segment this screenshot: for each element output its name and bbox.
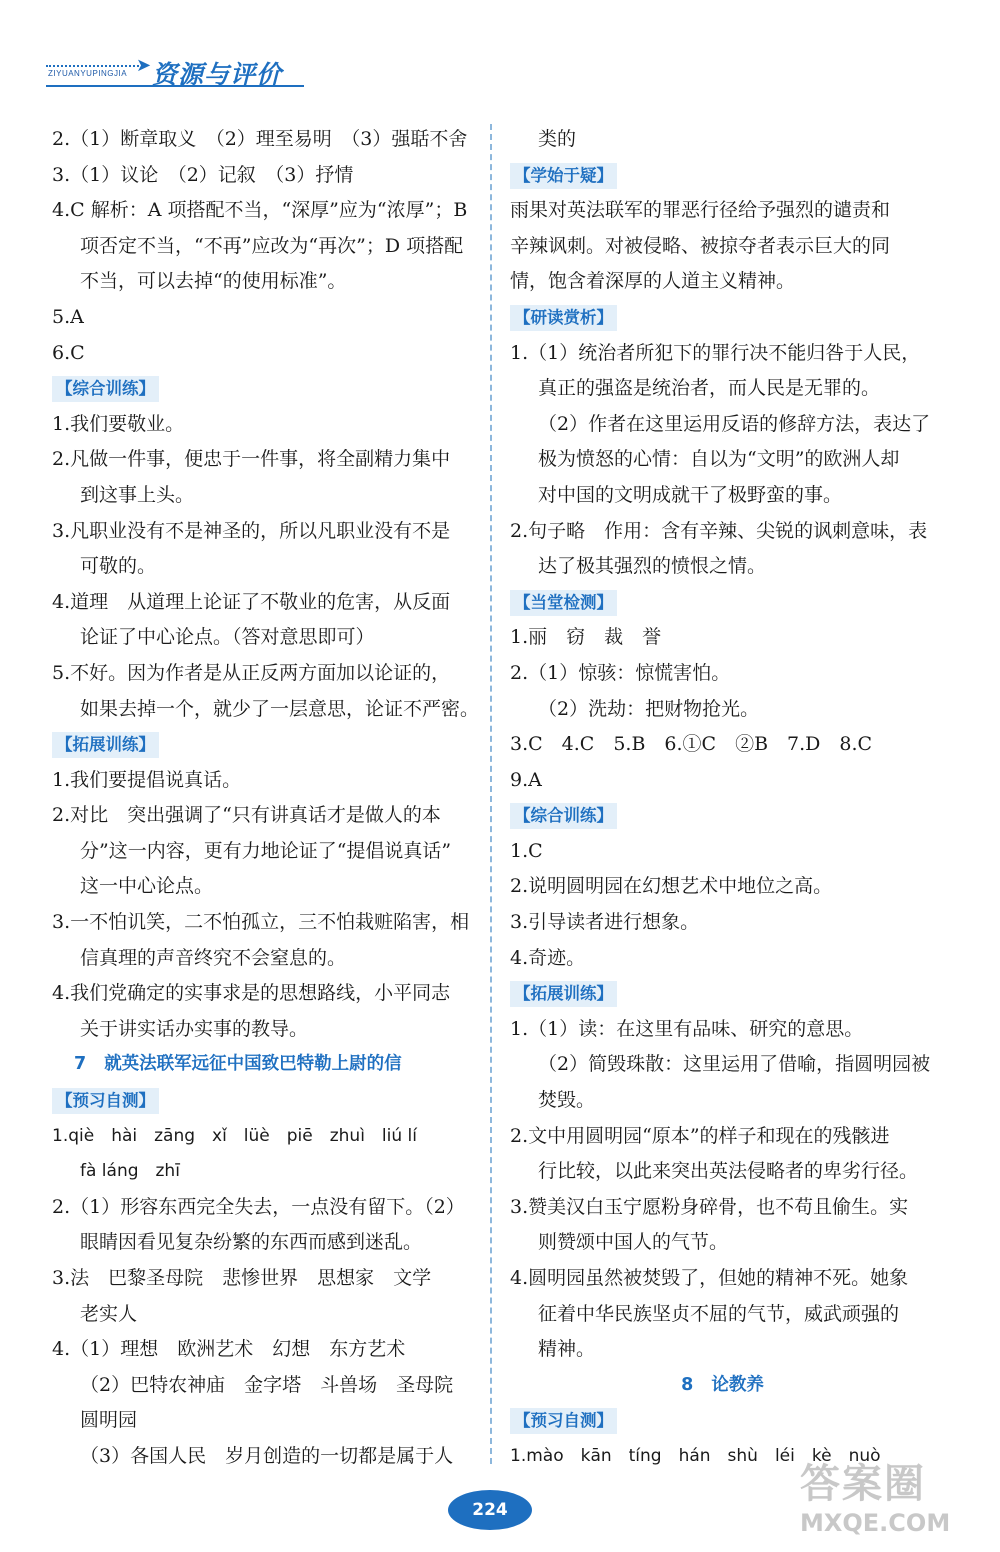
- section-heading-line: [52, 727, 477, 763]
- answer-line: （2）巴特农神庙 金字塔 斗兽场 圣母院: [80, 1373, 454, 1396]
- answer-line: 5.A: [52, 305, 84, 328]
- answer-line: 3.一不怕讥笑，二不怕孤立，三不怕栽赃陷害，相: [52, 911, 470, 934]
- answer-line: 4.道理 从道理上论证了不敬业的危害，从反面: [52, 590, 451, 613]
- section-heading: 【当堂检测】: [510, 590, 617, 616]
- section-heading: 【拓展训练】: [52, 732, 159, 758]
- answer-line: 如果去掉一个，就少了一层意思，论证不严密。: [80, 697, 480, 720]
- answer-line: 眼睛因看见复杂纷繁的东西而感到迷乱。: [80, 1231, 423, 1254]
- answer-line: 对中国的文明成就干了极野蛮的事。: [538, 483, 843, 506]
- section-heading-line: [52, 1083, 477, 1119]
- lesson-title-text: 论教养: [711, 1374, 764, 1395]
- answer-line: 4.我们党确定的实事求是的思想路线，小平同志: [52, 982, 451, 1005]
- section-heading: 【预习自测】: [510, 1408, 617, 1434]
- book-header: [40, 55, 305, 97]
- header-latin: ZIYUANYUPINGJIA: [48, 69, 128, 78]
- answer-line: 精神。: [538, 1338, 596, 1361]
- watermark-text: 答案圈: [800, 1461, 926, 1507]
- answer-line: （3）各国人民 岁月创造的一切都是属于人: [80, 1444, 454, 1467]
- lesson-title-text: 就英法联军远征中国致巴特勒上尉的信: [104, 1054, 402, 1075]
- answer-line: 这一中心论点。: [80, 875, 214, 898]
- answer-line: 论证了中心论点。（答对意思即可）: [80, 626, 375, 649]
- answer-line: 2.（1）断章取义 （2）理至易明 （3）强聒不舍: [52, 128, 468, 150]
- answer-line: 4.C 解析：A 项搭配不当，“深厚”应为“浓厚”；B: [52, 199, 468, 222]
- answer-line: 1.我们要敬业。: [52, 412, 185, 435]
- lesson-number: 7: [74, 1054, 87, 1075]
- answer-line: 2.（1）惊骇：惊慌害怕。: [510, 661, 731, 684]
- section-heading: 【综合训练】: [510, 803, 617, 829]
- answer-line: 2.对比 突出强调了“只有讲真话才是做人的本: [52, 804, 441, 827]
- right-column: [510, 122, 935, 1475]
- answer-line: 1.丽 窃 裁 誉: [510, 626, 662, 649]
- answer-line: 5.不好。因为作者是从正反两方面加以论证的，: [52, 661, 451, 684]
- section-heading: 【学始于疑】: [510, 163, 617, 189]
- answer-line: 行比较，以此来突出英法侵略者的卑劣行径。: [538, 1160, 919, 1183]
- section-heading: 【综合训练】: [52, 376, 159, 402]
- section-heading: 【拓展训练】: [510, 981, 617, 1007]
- answer-line: 2.句子略 作用：含有辛辣、尖锐的讽刺意味，表: [510, 519, 928, 542]
- answer-line: 真正的强盗是统治者，而人民是无罪的。: [538, 377, 881, 400]
- answer-line: 信真理的声音终究不会窒息的。: [80, 946, 347, 969]
- lesson-title: [52, 1047, 477, 1083]
- lesson-number: 8: [681, 1374, 694, 1395]
- header-rule: [46, 85, 304, 87]
- section-heading-line: [52, 371, 477, 407]
- section-heading-line: [510, 585, 935, 621]
- section-heading-line: [510, 798, 935, 834]
- section-heading: 【预习自测】: [52, 1088, 159, 1114]
- answer-line: 2.说明圆明园在幻想艺术中地位之高。: [510, 875, 833, 898]
- section-heading-line: [510, 300, 935, 336]
- header-brand: 资源与评价: [152, 60, 283, 89]
- answer-line: 2.凡做一件事，便忠于一件事，将全副精力集中: [52, 448, 451, 471]
- answer-line: 则赞颂中国人的气节。: [538, 1231, 729, 1254]
- answer-line: 情，饱含着深厚的人道主义精神。: [510, 270, 796, 293]
- section-heading-line: [510, 158, 935, 194]
- lesson-title: [510, 1368, 935, 1404]
- answer-line: 可敬的。: [80, 555, 157, 578]
- answer-line: 2.（1）形容东西完全失去，一点没有留下。（2）: [52, 1195, 465, 1218]
- answer-line: 1.C: [510, 839, 543, 862]
- answer-line: 到这事上头。: [80, 483, 195, 506]
- answer-line: 4.圆明园虽然被焚毁了，但她的精神不死。她象: [510, 1267, 909, 1289]
- watermark-logo: [800, 1460, 990, 1544]
- answer-line: 圆明园: [80, 1409, 138, 1432]
- answer-line: 1.（1）统治者所犯下的罪行决不能归咎于人民，: [510, 341, 921, 364]
- answer-line: 3.赞美汉白玉宁愿粉身碎骨，也不苟且偷生。实: [510, 1195, 909, 1218]
- answer-line: 雨果对英法联军的罪恶行径给予强烈的谴责和: [510, 199, 891, 222]
- answer-line: 老实人: [80, 1302, 138, 1325]
- section-heading-line: [510, 976, 935, 1012]
- answer-line: （2）作者在这里运用反语的修辞方法，表达了: [538, 412, 931, 435]
- answer-line: 3.C 4.C 5.B 6.①C ②B 7.D 8.C: [510, 733, 873, 756]
- arrow-icon: ➤: [136, 55, 152, 76]
- answer-line: 类的: [538, 128, 577, 150]
- watermark-url: MXQE.COM: [800, 1509, 951, 1537]
- answer-line: 分”这一内容，更有力地论证了“提倡说真话”: [80, 839, 452, 862]
- answer-line: 征着中华民族坚贞不屈的气节，威武顽强的: [538, 1302, 900, 1325]
- answer-line: 2.文中用圆明园“原本”的样子和现在的残骸进: [510, 1124, 890, 1147]
- answer-line: 3.凡职业没有不是神圣的，所以凡职业没有不是: [52, 519, 451, 542]
- answer-line: 6.C: [52, 341, 85, 364]
- answer-line: 4.奇迹。: [510, 946, 586, 969]
- answer-line: 1.我们要提倡说真话。: [52, 768, 242, 791]
- answer-line: 极为愤怒的心情：自以为“文明”的欧洲人却: [538, 448, 900, 471]
- column-divider: [490, 124, 492, 1464]
- answer-line: 不当，可以去掉“的使用标准”。: [80, 270, 347, 293]
- answer-line: （2）简毁珠散：这里运用了借喻，指圆明园被: [538, 1053, 931, 1076]
- answer-line: （2）洗劫：把财物抢光。: [538, 697, 760, 720]
- pinyin-line: fà láng zhī: [80, 1161, 180, 1182]
- answer-line: 9.A: [510, 768, 542, 791]
- answer-line: 辛辣讽刺。对被侵略、被掠夺者表示巨大的同: [510, 234, 891, 257]
- answer-line: 4.（1）理想 欧洲艺术 幻想 东方艺术: [52, 1338, 406, 1361]
- left-column: [52, 122, 480, 1475]
- answer-line: 3.法 巴黎圣母院 悲惨世界 思想家 文学: [52, 1267, 432, 1289]
- answer-line: 焚毁。: [538, 1089, 596, 1112]
- pinyin-line: 1.qiè hài zāng xǐ lüè piē zhuì liú lí: [52, 1125, 417, 1146]
- page-number: 224: [448, 1490, 532, 1530]
- answer-line: 项否定不当，“不再”应改为“再次”；D 项搭配: [80, 234, 464, 257]
- section-heading: 【研读赏析】: [510, 305, 617, 331]
- answer-line: 达了极其强烈的愤恨之情。: [538, 555, 767, 578]
- answer-line: 关于讲实话办实事的教导。: [80, 1017, 309, 1040]
- pinyin-line: 1.mào kān tíng hán shù léi kè nuò: [510, 1445, 881, 1466]
- header-dotted-rule: [46, 65, 146, 67]
- section-heading-line: [510, 1403, 935, 1439]
- answer-line: 3.引导读者进行想象。: [510, 911, 700, 934]
- answer-line: 3.（1）议论 （2）记叙 （3）抒情: [52, 163, 354, 186]
- answer-line: 1.（1）读：在这里有品味、研究的意思。: [510, 1017, 864, 1040]
